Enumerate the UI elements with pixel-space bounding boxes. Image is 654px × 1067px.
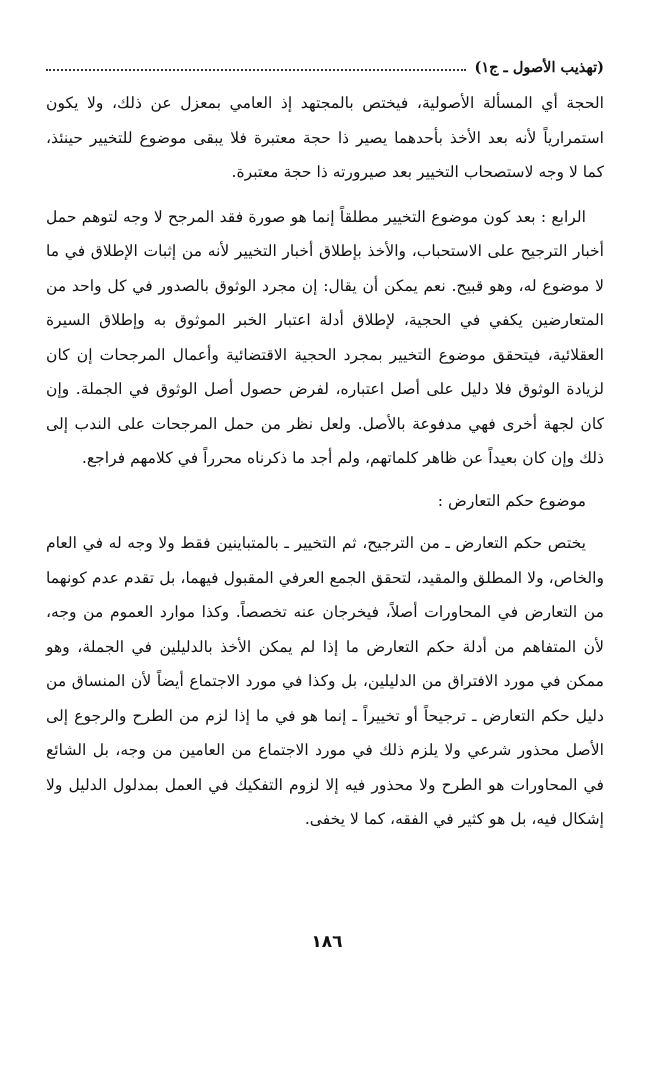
paragraph-2: الرابع : بعد كون موضوع التخيير مطلقاً إنما هو صورة فقد المرجح لا وجه لتوهم حمل أخبار الترجيح على الاستحباب، والأخذ بإطلاق أخبار التخيير لأنه من إثبات الإطلاق في ما لا موضوع له، وهو قبيح. نعم يمكن أن يقال: إن مجرد الوثوق بالصدور في كل واحد من المتعارضين يكفي في الحجية، لإطلاق أدلة اعتبار الخبر الموثوق به وإطلاق السيرة العقلائية، فيتحقق موضوع التخيير بمجرد الحجية الاقتضائية وأعمال المرجحات إن كان لزيادة الوثوق فلا دليل على أصل اعتباره، لفرض حصول أصل الوثوق في الجملة. وإن كان لجهة أخرى فهي مدفوعة بالأصل. ولعل نظر من حمل المرجحات على الندب إلى ذلك وإن كان بعيداً عن ظاهر كلماتهم، ولم أجد ما ذكرناه محرراً في كلامهم فراجع. <box>46 207 604 467</box>
page-number: ١٨٦ <box>311 932 343 952</box>
paragraph-3: يختص حكم التعارض ـ من الترجيح، ثم التخيير ـ بالمتباينين فقط ولا وجه له في العام والخاص، ولا المطلق والمقيد، لتحقق الجمع العرفي المقبول فيهما، بل تقدم عدم كونهما من التعارض في المحاورات أصلاً، فيخرجان عنه تخصصاً. وكذا موارد العموم من وجه، لأن المتفاهم من أدلة حكم التعارض ما إذا لم يمكن الأخذ بالدليلين في الجملة، وهو ممكن في مورد الافتراق من الدليلين، بل وكذا في مورد الاجتماع أيضاً لأن المنساق من دليل حكم التعارض ـ ترجيحاً أو تخييراً ـ إنما هو في ما إذا لزم من الطرح والرجوع إلى الأصل محذور شرعي ولا يلزم ذلك في مورد الاجتماع من العامين من وجه، بل الشائع في المحاورات هو الطرح ولا محذور فيه إلا لزوم التفكيك في العمل بمدلول الدليل ولا إشكال فيه، بل هو كثير في الفقه، كما لا يخفى. <box>46 534 604 828</box>
running-header <box>46 52 604 82</box>
paragraph-1: الحجة أي المسألة الأصولية، فيختص بالمجتهد إذ العامي بمعزل عن ذلك، ولا يكون استمرارياً لأنه بعد الأخذ بأحدهما يصير ذا حجة معتبرة فلا يبقى موضوع للتخيير حينئذ، كما لا وجه لاستصحاب التخيير بعد صيرورته ذا حجة معتبرة. <box>46 94 604 181</box>
header-dotted-leader <box>46 69 466 71</box>
book-title: (تهذيب الأصول ـ ج١) <box>474 58 604 76</box>
section-heading: موضوع حكم التعارض : <box>437 491 586 510</box>
body-text <box>46 86 604 837</box>
book-page <box>46 52 604 1027</box>
